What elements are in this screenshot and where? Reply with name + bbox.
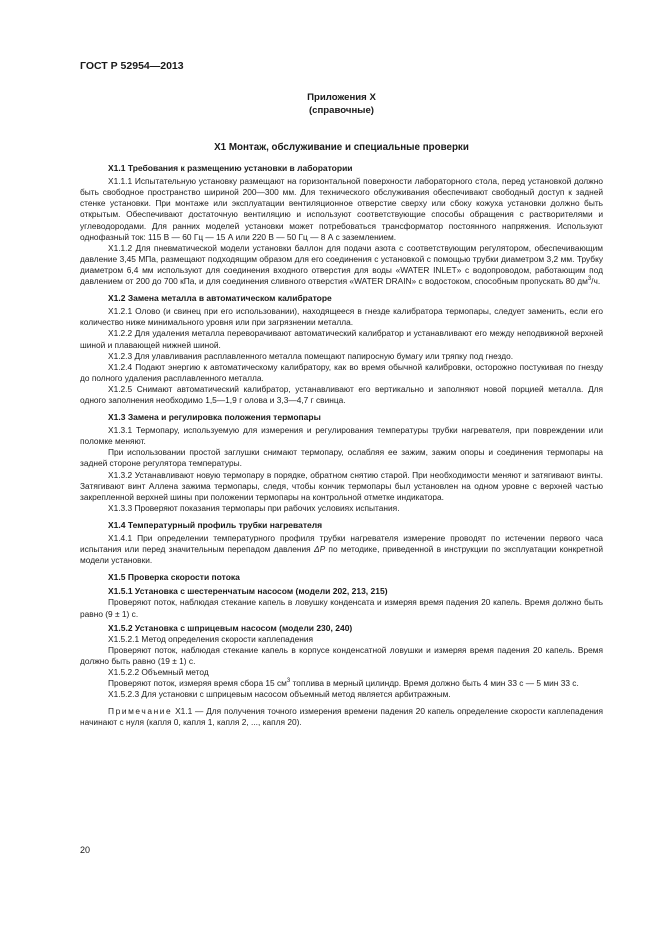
paragraph: X1.2.5 Снимают автоматический калибратор, устанавливают его вертикально и заполняют новой порцией металла. Для одного заполнения необходимо 1,5—1,9 г олова и 3,3—4,7 г свинца.	[80, 383, 603, 405]
appendix-title: Приложения X	[307, 92, 376, 103]
paragraph: X1.3.1 Термопару, используемую для измерения и регулирования температуры трубки нагревателя, при повреждении или поломке меняют.	[80, 425, 603, 447]
paragraph: Проверяют поток, наблюдая стекание капель в ловушку конденсата и измеряя время падения 20 капель. Время должно быть равно (9 ± 1) с.	[80, 597, 603, 619]
note-label: Примечание	[108, 706, 173, 717]
paragraph: X1.2.1 Олово (и свинец при его использовании), находящееся в гнезде калибратора термопары, следует заменить, если его количество ниже минимального уровня или при загрязнении металла.	[80, 306, 603, 328]
subsubsection-title: X1.5.2 Установка с шприцевым насосом (модели 230, 240)	[108, 622, 353, 633]
section-title: X1 Монтаж, обслуживание и специальные проверки	[214, 142, 469, 153]
subsection-title: X1.5 Проверка скорости потока	[108, 572, 240, 583]
paragraph: При использовании простой заглушки снимают термопару, ослабляя ее зажим, зажим опоры и соединения термопары на задней стороне регулятора температуры.	[80, 447, 603, 469]
paragraph: X1.3.2 Устанавливают новую термопару в порядке, обратном снятию старой. При необходимости меняют и затягивают винты. Затягивают винт Аллена зажима термопары, следя, чтобы кончик термопары был установлен на одном уровне с верхней частью закрепленной верхней шины при положении термопары на контрольной отметке индикатора.	[80, 469, 603, 502]
subsection-title: X1.2 Замена металла в автоматическом калибраторе	[108, 293, 332, 304]
paragraph: X1.4.1 При определении температурного профиля трубки нагревателя измерение проводят по истечении первого часа испытания или перед значительным перепадом давления ΔP по методике, приведенной в инструкции по эксплуатации конкретной модели установки.	[80, 533, 603, 566]
subsubsection-title: X1.5.1 Установка с шестеренчатым насосом (модели 202, 213, 215)	[108, 586, 388, 597]
paragraph: X1.2.3 Для улавливания расплавленного металла помещают папиросную бумагу или тряпку под гнездо.	[108, 350, 514, 361]
paragraph: X1.5.2.1 Метод определения скорости каплепадения	[108, 633, 314, 644]
standard-designation: ГОСТ Р 52954—2013	[80, 60, 184, 72]
appendix-heading	[80, 91, 603, 117]
paragraph: X1.5.2.3 Для установки с шприцевым насосом объемный метод является арбитражным.	[108, 689, 451, 700]
paragraph: X1.2.4 Подают энергию к автоматическому калибратору, как во время обычной калибровки, осторожно постукивая по гнезду до полного удаления расплавленного металла.	[80, 361, 603, 383]
document-body	[80, 142, 603, 729]
paragraph: X1.5.2.2 Объемный метод	[108, 667, 209, 678]
subsection-title: X1.4 Температурный профиль трубки нагревателя	[108, 519, 323, 530]
subsection-title: X1.1 Требования к размещению установки в лаборатории	[108, 163, 353, 174]
paragraph: X1.1.1 Испытательную установку размещают на горизонтальной поверхности лабораторного стола, перед установкой должно быть свободное пространство шириной 200—300 мм. Для технического обслуживания обеспечивают свободный доступ к задней стенке установки. При монтаже или эксплуатации вентиляционное отверстие сверху или сбоку кожуха установки должно быть открытым. Обеспечивают достаточную вентиляцию и используют соответствующие способы обращения с растворителями и углеводородами. Для ранних моделей установки может потребоваться трансформатор постоянного напряжения. Используют однофазный ток: 115 В — 60 Гц — 15 А или 220 В — 50 Гц — 8 А с заземлением.	[80, 176, 603, 242]
paragraph: X1.1.2 Для пневматической модели установки баллон для подачи азота с соответствующим регулятором, обеспечивающим давление 3,45 МПа, размещают подходящим образом для его соединения с установкой с помощью трубки диаметром 3,2 мм. Трубку диаметром 6,4 мм используют для соединения входного отверстия для воды «WATER INLET» с водопроводом, работающим под давлением от 200 до 700 кПа, и для соединения сливного отверстия «WATER DRAIN» с водостоком, способным пропускать 80 $дм^3/ч$.	[80, 242, 603, 287]
note	[80, 706, 603, 728]
paragraph: X1.3.3 Проверяют показания термопары при рабочих условиях испытания.	[108, 502, 400, 513]
appendix-subtitle: (справочные)	[308, 105, 374, 116]
page-number: 20	[80, 845, 91, 855]
delta-p-symbol: ΔP	[313, 544, 326, 555]
paragraph: Проверяют поток, наблюдая стекание капель в корпусе конденсатной ловушки и измеряя время падения 20 капель. Время должно быть равно (19 ± 1) с.	[80, 644, 603, 666]
paragraph: X1.2.2 Для удаления металла переворачивают автоматический калибратор и устанавливают его между неподвижной верхней шиной и плавающей нижней шиной.	[80, 328, 603, 350]
subsection-title: X1.3 Замена и регулировка положения термопары	[108, 412, 321, 423]
note-text: X1.1 — Для получения точного измерения времени падения 20 капель определение скорости каплепадения начинают с нуля (капля 0, капля 1, капля 2, ..., капля 20).	[80, 706, 603, 728]
paragraph: Проверяют поток, измеряя время сбора 15 $см^3$ топлива в мерный цилиндр. Время должно быть 4 мин 33 с — 5 мин 33 с.	[108, 678, 579, 689]
